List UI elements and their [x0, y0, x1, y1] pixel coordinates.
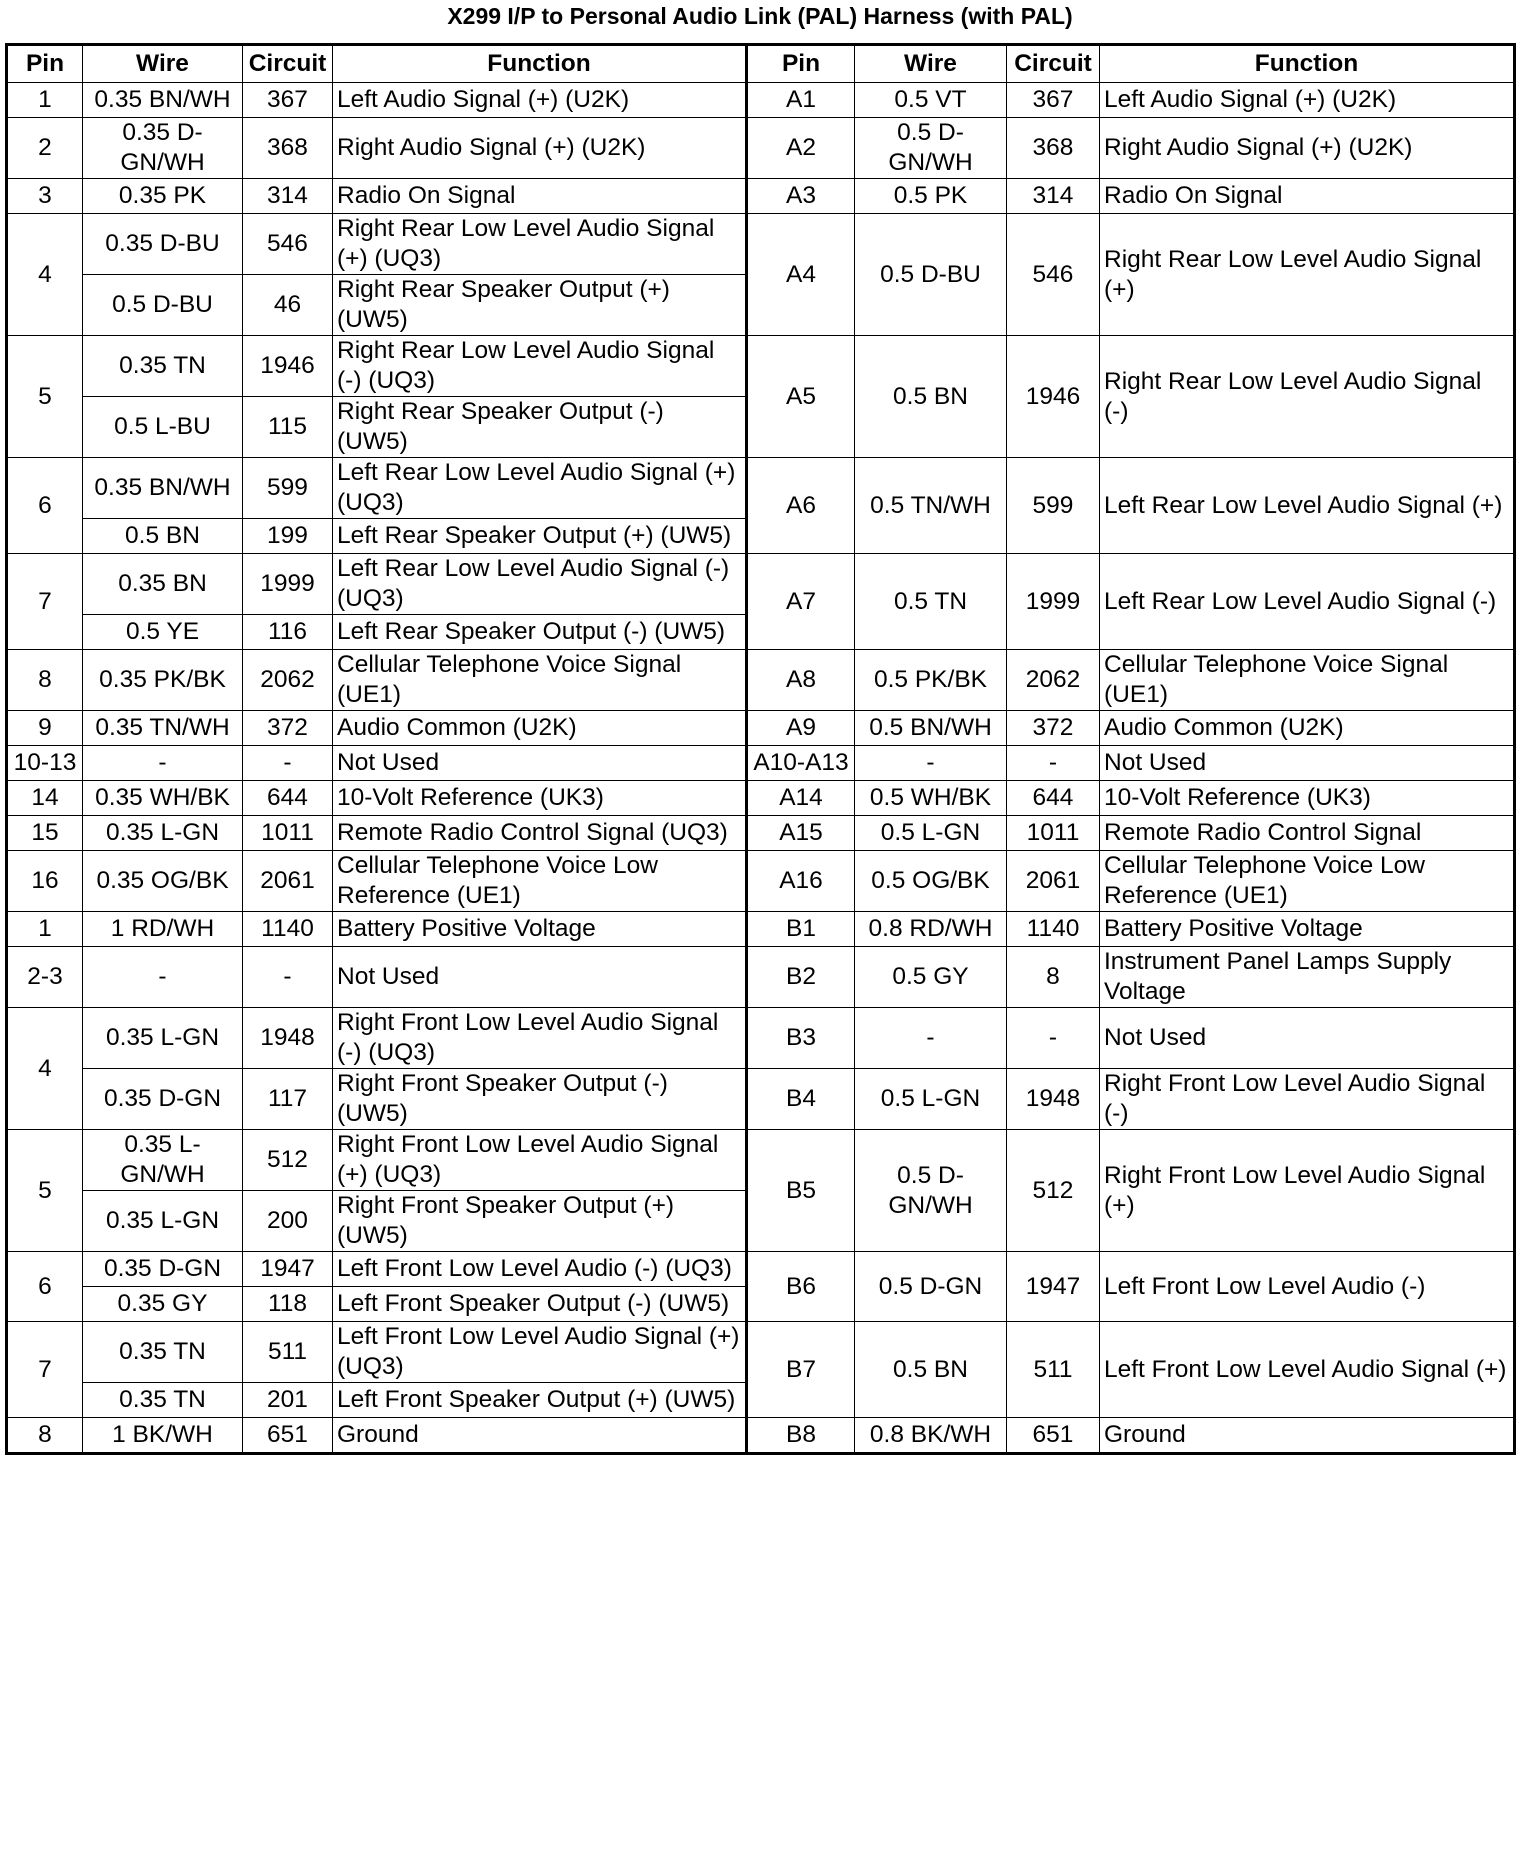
pin-cell: A1	[747, 83, 855, 118]
table-row	[7, 458, 1515, 519]
wire-cell: 0.35 BN/WH	[83, 83, 243, 118]
pin-cell: A3	[747, 179, 855, 214]
circuit-cell: 1947	[243, 1252, 333, 1287]
pin-cell: 4	[7, 214, 83, 336]
function-cell: Right Audio Signal (+) (U2K)	[333, 118, 747, 179]
function-cell: Right Rear Low Level Audio Signal (-)	[1100, 336, 1515, 458]
circuit-cell: 1948	[1007, 1069, 1100, 1130]
circuit-cell: 1140	[1007, 912, 1100, 947]
wire-cell: 0.35 TN	[83, 336, 243, 397]
circuit-cell: 1999	[243, 554, 333, 615]
function-cell: Right Rear Speaker Output (-) (UW5)	[333, 397, 747, 458]
table-row	[7, 1418, 1515, 1454]
wire-cell: -	[855, 1008, 1007, 1069]
wire-cell: 0.8 RD/WH	[855, 912, 1007, 947]
function-cell: Right Rear Speaker Output (+) (UW5)	[333, 275, 747, 336]
wire-cell: 0.5 BN/WH	[855, 711, 1007, 746]
function-cell: Not Used	[333, 746, 747, 781]
pin-cell: A8	[747, 650, 855, 711]
table-row	[7, 746, 1515, 781]
circuit-cell: 115	[243, 397, 333, 458]
pin-cell: 5	[7, 1130, 83, 1252]
pin-cell: A5	[747, 336, 855, 458]
function-cell: Left Front Low Level Audio Signal (+)	[1100, 1322, 1515, 1418]
wire-cell: 0.35 PK	[83, 179, 243, 214]
wire-cell: 1 RD/WH	[83, 912, 243, 947]
wire-cell: 0.35 BN/WH	[83, 458, 243, 519]
circuit-cell: 1999	[1007, 554, 1100, 650]
function-cell: 10-Volt Reference (UK3)	[1100, 781, 1515, 816]
header-function-left: Function	[333, 45, 747, 83]
pin-cell: 2-3	[7, 947, 83, 1008]
pin-cell: 8	[7, 1418, 83, 1454]
circuit-cell: 546	[243, 214, 333, 275]
wire-cell: 0.5 D-GN	[855, 1252, 1007, 1322]
function-cell: Audio Common (U2K)	[333, 711, 747, 746]
wire-cell: 0.35 D-GN	[83, 1252, 243, 1287]
function-cell: Cellular Telephone Voice Signal (UE1)	[1100, 650, 1515, 711]
pin-cell: A6	[747, 458, 855, 554]
circuit-cell: 1946	[1007, 336, 1100, 458]
wire-cell: 0.35 L-GN	[83, 816, 243, 851]
pin-cell: A2	[747, 118, 855, 179]
wire-cell: 0.5 PK	[855, 179, 1007, 214]
function-cell: Left Rear Speaker Output (-) (UW5)	[333, 615, 747, 650]
circuit-cell: 1948	[243, 1008, 333, 1069]
function-cell: Left Front Speaker Output (-) (UW5)	[333, 1287, 747, 1322]
function-cell: Left Rear Speaker Output (+) (UW5)	[333, 519, 747, 554]
function-cell: Right Rear Low Level Audio Signal (-) (UQ3)	[333, 336, 747, 397]
wire-cell: -	[83, 746, 243, 781]
wire-cell: -	[855, 746, 1007, 781]
function-cell: Left Front Low Level Audio (-)	[1100, 1252, 1515, 1322]
function-cell: Left Front Low Level Audio (-) (UQ3)	[333, 1252, 747, 1287]
table-row	[7, 1322, 1515, 1383]
pin-cell: 15	[7, 816, 83, 851]
pin-cell: B3	[747, 1008, 855, 1069]
pin-cell: B8	[747, 1418, 855, 1454]
function-cell: Right Front Low Level Audio Signal (+)	[1100, 1130, 1515, 1252]
pin-cell: A7	[747, 554, 855, 650]
pin-cell: 8	[7, 650, 83, 711]
function-cell: Right Audio Signal (+) (U2K)	[1100, 118, 1515, 179]
wire-cell: 0.5 BN	[83, 519, 243, 554]
pin-cell: 6	[7, 1252, 83, 1322]
circuit-cell: 2062	[1007, 650, 1100, 711]
circuit-cell: 1140	[243, 912, 333, 947]
circuit-cell: 1947	[1007, 1252, 1100, 1322]
circuit-cell: 201	[243, 1383, 333, 1418]
pin-cell: 3	[7, 179, 83, 214]
function-cell: Instrument Panel Lamps Supply Voltage	[1100, 947, 1515, 1008]
wire-cell: 0.35 L-GN	[83, 1191, 243, 1252]
wire-cell: 0.5 OG/BK	[855, 851, 1007, 912]
table-body	[7, 83, 1515, 1454]
wire-cell: 0.5 BN	[855, 336, 1007, 458]
function-cell: Ground	[1100, 1418, 1515, 1454]
circuit-cell: 644	[243, 781, 333, 816]
table-row	[7, 1008, 1515, 1069]
circuit-cell: 511	[1007, 1322, 1100, 1418]
function-cell: Right Front Low Level Audio Signal (-)	[1100, 1069, 1515, 1130]
table-row	[7, 912, 1515, 947]
table-row	[7, 179, 1515, 214]
wire-cell: 0.35 GY	[83, 1287, 243, 1322]
pin-cell: 6	[7, 458, 83, 554]
function-cell: Battery Positive Voltage	[333, 912, 747, 947]
table-row	[7, 851, 1515, 912]
circuit-cell: 368	[1007, 118, 1100, 179]
pin-cell: 10-13	[7, 746, 83, 781]
pin-cell: B2	[747, 947, 855, 1008]
function-cell: Left Rear Low Level Audio Signal (+)	[1100, 458, 1515, 554]
circuit-cell: 512	[243, 1130, 333, 1191]
pin-cell: 5	[7, 336, 83, 458]
wire-cell: 1 BK/WH	[83, 1418, 243, 1454]
wire-cell: 0.5 TN	[855, 554, 1007, 650]
circuit-cell: 511	[243, 1322, 333, 1383]
circuit-cell: 1946	[243, 336, 333, 397]
wire-cell: 0.5 D-GN/WH	[855, 1130, 1007, 1252]
wire-cell: 0.35 TN	[83, 1383, 243, 1418]
table-row	[7, 1069, 1515, 1130]
function-cell: Radio On Signal	[1100, 179, 1515, 214]
header-wire-right: Wire	[855, 45, 1007, 83]
wire-cell: 0.35 BN	[83, 554, 243, 615]
circuit-cell: -	[1007, 1008, 1100, 1069]
header-pin-left: Pin	[7, 45, 83, 83]
circuit-cell: 367	[243, 83, 333, 118]
circuit-cell: 599	[1007, 458, 1100, 554]
circuit-cell: 116	[243, 615, 333, 650]
function-cell: Right Front Low Level Audio Signal (+) (UQ3)	[333, 1130, 747, 1191]
wire-cell: 0.5 D-GN/WH	[855, 118, 1007, 179]
pin-cell: 14	[7, 781, 83, 816]
circuit-cell: 2061	[1007, 851, 1100, 912]
table-row	[7, 1130, 1515, 1191]
circuit-cell: 1011	[243, 816, 333, 851]
wire-cell: 0.5 GY	[855, 947, 1007, 1008]
function-cell: Remote Radio Control Signal (UQ3)	[333, 816, 747, 851]
header-circuit-left: Circuit	[243, 45, 333, 83]
function-cell: Cellular Telephone Voice Low Reference (UE1)	[333, 851, 747, 912]
pin-cell: A14	[747, 781, 855, 816]
table-row	[7, 816, 1515, 851]
pin-cell: B1	[747, 912, 855, 947]
function-cell: Right Front Low Level Audio Signal (-) (UQ3)	[333, 1008, 747, 1069]
wire-cell: 0.35 TN	[83, 1322, 243, 1383]
pin-cell: B4	[747, 1069, 855, 1130]
circuit-cell: 644	[1007, 781, 1100, 816]
circuit-cell: 367	[1007, 83, 1100, 118]
circuit-cell: 199	[243, 519, 333, 554]
pin-cell: B7	[747, 1322, 855, 1418]
wire-cell: 0.35 D-GN/WH	[83, 118, 243, 179]
function-cell: Ground	[333, 1418, 747, 1454]
circuit-cell: 8	[1007, 947, 1100, 1008]
function-cell: Left Front Low Level Audio Signal (+) (UQ3)	[333, 1322, 747, 1383]
function-cell: Right Front Speaker Output (+) (UW5)	[333, 1191, 747, 1252]
pin-cell: 9	[7, 711, 83, 746]
wire-cell: 0.35 TN/WH	[83, 711, 243, 746]
wire-cell: 0.5 L-BU	[83, 397, 243, 458]
wire-cell: 0.35 WH/BK	[83, 781, 243, 816]
function-cell: 10-Volt Reference (UK3)	[333, 781, 747, 816]
circuit-cell: 372	[243, 711, 333, 746]
table-row	[7, 650, 1515, 711]
table-row	[7, 554, 1515, 615]
circuit-cell: 46	[243, 275, 333, 336]
table-row	[7, 336, 1515, 397]
circuit-cell: 117	[243, 1069, 333, 1130]
header-circuit-right: Circuit	[1007, 45, 1100, 83]
function-cell: Left Rear Low Level Audio Signal (+) (UQ3)	[333, 458, 747, 519]
pin-cell: B6	[747, 1252, 855, 1322]
wire-cell: 0.5 PK/BK	[855, 650, 1007, 711]
pin-cell: A15	[747, 816, 855, 851]
circuit-cell: 546	[1007, 214, 1100, 336]
function-cell: Not Used	[1100, 1008, 1515, 1069]
function-cell: Not Used	[333, 947, 747, 1008]
function-cell: Cellular Telephone Voice Low Reference (UE1)	[1100, 851, 1515, 912]
circuit-cell: 651	[1007, 1418, 1100, 1454]
circuit-cell: -	[1007, 746, 1100, 781]
function-cell: Right Rear Low Level Audio Signal (+) (UQ3)	[333, 214, 747, 275]
circuit-cell: 1011	[1007, 816, 1100, 851]
wire-cell: 0.5 D-BU	[83, 275, 243, 336]
function-cell: Audio Common (U2K)	[1100, 711, 1515, 746]
circuit-cell: 200	[243, 1191, 333, 1252]
circuit-cell: 2061	[243, 851, 333, 912]
circuit-cell: 651	[243, 1418, 333, 1454]
header-function-right: Function	[1100, 45, 1515, 83]
header-pin-right: Pin	[747, 45, 855, 83]
wire-cell: 0.5 L-GN	[855, 816, 1007, 851]
wire-cell: 0.35 L-GN/WH	[83, 1130, 243, 1191]
circuit-cell: -	[243, 746, 333, 781]
table-row	[7, 781, 1515, 816]
function-cell: Not Used	[1100, 746, 1515, 781]
wire-cell: 0.5 TN/WH	[855, 458, 1007, 554]
page-title: X299 I/P to Personal Audio Link (PAL) Harness (with PAL)	[447, 3, 1073, 29]
table-header-row	[7, 45, 1515, 83]
wire-cell: 0.5 D-BU	[855, 214, 1007, 336]
table-row	[7, 711, 1515, 746]
function-cell: Left Audio Signal (+) (U2K)	[1100, 83, 1515, 118]
function-cell: Left Rear Low Level Audio Signal (-)	[1100, 554, 1515, 650]
table-row	[7, 118, 1515, 179]
pin-cell: A9	[747, 711, 855, 746]
pin-cell: 7	[7, 1322, 83, 1418]
header-wire-left: Wire	[83, 45, 243, 83]
pin-cell: 1	[7, 912, 83, 947]
pin-cell: B5	[747, 1130, 855, 1252]
function-cell: Left Rear Low Level Audio Signal (-) (UQ3)	[333, 554, 747, 615]
table-row	[7, 947, 1515, 1008]
circuit-cell: 2062	[243, 650, 333, 711]
table-row	[7, 83, 1515, 118]
circuit-cell: 512	[1007, 1130, 1100, 1252]
wire-cell: 0.35 OG/BK	[83, 851, 243, 912]
pin-cell: 16	[7, 851, 83, 912]
function-cell: Left Front Speaker Output (+) (UW5)	[333, 1383, 747, 1418]
circuit-cell: 368	[243, 118, 333, 179]
circuit-cell: 118	[243, 1287, 333, 1322]
wire-cell: 0.5 BN	[855, 1322, 1007, 1418]
wire-cell: 0.5 YE	[83, 615, 243, 650]
pin-cell: A16	[747, 851, 855, 912]
circuit-cell: 599	[243, 458, 333, 519]
function-cell: Cellular Telephone Voice Signal (UE1)	[333, 650, 747, 711]
pinout-table	[5, 43, 1516, 1455]
table-row	[7, 1252, 1515, 1287]
pin-cell: A4	[747, 214, 855, 336]
circuit-cell: 314	[243, 179, 333, 214]
wire-cell: 0.5 WH/BK	[855, 781, 1007, 816]
table-row	[7, 214, 1515, 275]
pin-cell: 2	[7, 118, 83, 179]
function-cell: Battery Positive Voltage	[1100, 912, 1515, 947]
wire-cell: 0.5 VT	[855, 83, 1007, 118]
wire-cell: 0.35 D-BU	[83, 214, 243, 275]
function-cell: Remote Radio Control Signal	[1100, 816, 1515, 851]
circuit-cell: 314	[1007, 179, 1100, 214]
function-cell: Left Audio Signal (+) (U2K)	[333, 83, 747, 118]
wire-cell: 0.35 L-GN	[83, 1008, 243, 1069]
pin-cell: A10-A13	[747, 746, 855, 781]
circuit-cell: -	[243, 947, 333, 1008]
function-cell: Radio On Signal	[333, 179, 747, 214]
pin-cell: 7	[7, 554, 83, 650]
pin-cell: 1	[7, 83, 83, 118]
wire-cell: 0.35 PK/BK	[83, 650, 243, 711]
function-cell: Right Front Speaker Output (-) (UW5)	[333, 1069, 747, 1130]
wire-cell: 0.35 D-GN	[83, 1069, 243, 1130]
pin-cell: 4	[7, 1008, 83, 1130]
wire-cell: 0.8 BK/WH	[855, 1418, 1007, 1454]
wire-cell: -	[83, 947, 243, 1008]
circuit-cell: 372	[1007, 711, 1100, 746]
wire-cell: 0.5 L-GN	[855, 1069, 1007, 1130]
function-cell: Right Rear Low Level Audio Signal (+)	[1100, 214, 1515, 336]
